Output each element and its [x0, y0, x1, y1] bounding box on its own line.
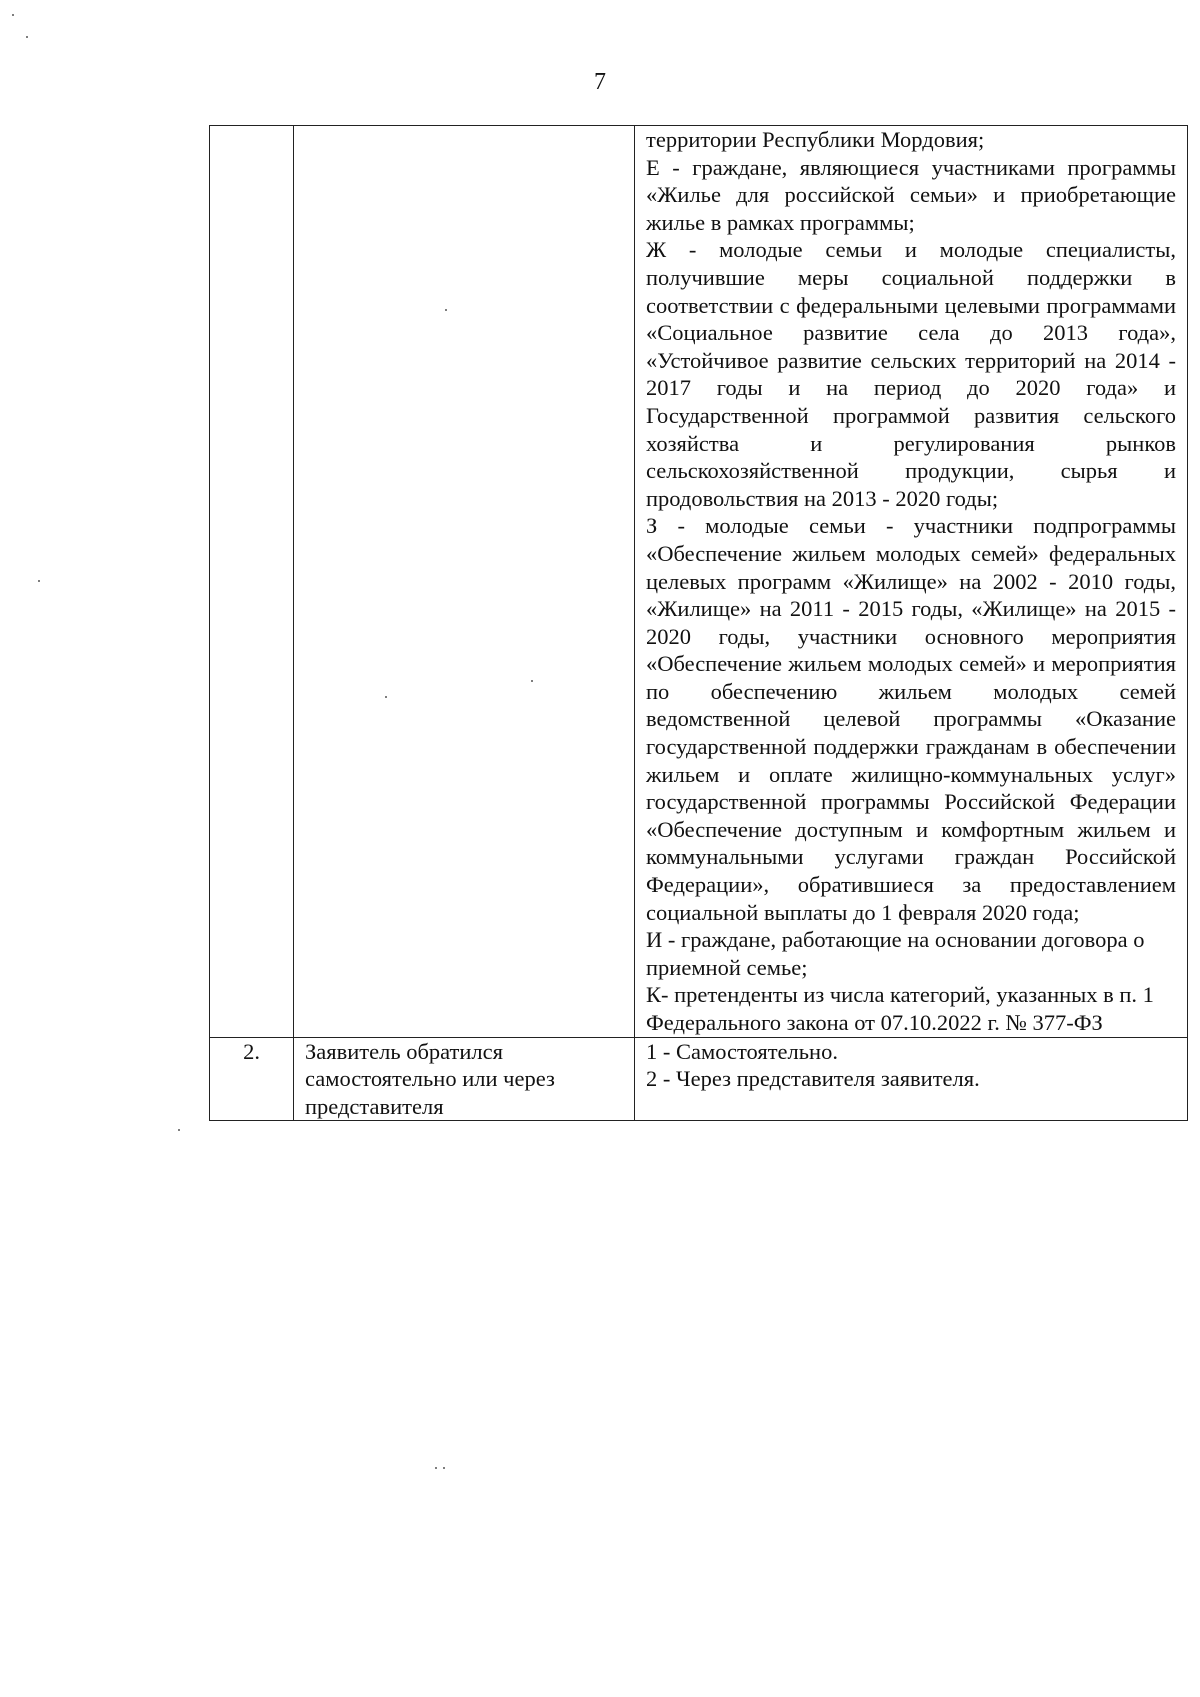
scan-speck: [178, 1129, 180, 1131]
value-paragraph: 2 - Через представителя заявителя.: [646, 1066, 980, 1092]
value-paragraph: И - граждане, работающие на основании договора о приемной семье;: [646, 927, 1145, 980]
values-cell: [635, 1037, 1188, 1121]
value-paragraph: Ж - молодые семьи и молодые специалисты, получившие меры социальной поддержки в соответствии с федеральными целевыми программами «Социальное развитие села до 2013 года», «Устойчивое развитие сельских территорий на 2014 - 2017 годы и на период до 2020 года» и Государственной программой развития сельского хозяйства и регулирования рынков сельскохозяйственной продукции, сырья и продовольствия на 2013 - 2020 годы;: [646, 237, 1176, 511]
row-number-cell: [210, 126, 294, 1038]
scan-speck: [435, 1467, 437, 1469]
page-number: 7: [594, 69, 606, 95]
scan-speck: [445, 309, 447, 311]
scan-speck: [26, 36, 28, 38]
table-row: [210, 126, 1188, 1038]
value-paragraph: территории Республики Мордовия;: [646, 127, 985, 152]
value-paragraph: 1 - Самостоятельно.: [646, 1038, 838, 1064]
table-row: [210, 1037, 1188, 1121]
value-paragraph: К- претенденты из числа категорий, указанных в п. 1 Федерального закона от 07.10.2022 г. № 377-ФЗ: [646, 982, 1154, 1035]
scan-speck: [443, 1467, 445, 1469]
scan-speck: [385, 696, 387, 698]
scan-speck: [531, 680, 533, 682]
row-number-cell: 2.: [210, 1037, 294, 1121]
criteria-table: [209, 125, 1188, 1121]
scan-speck: [38, 580, 40, 582]
value-paragraph: Е - граждане, являющиеся участниками программы «Жилье для российской семьи» и приобретающие жилье в рамках программы;: [646, 154, 1176, 235]
value-paragraph: З - молодые семьи - участники подпрограммы «Обеспечение жильем молодых семей» федеральных целевых программ «Жилище» на 2002 - 2010 годы, «Жилище» на 2011 - 2015 годы, «Жилище» на 2015 - 2020 годы, участники основного мероприятия «Обеспечение жильем молодых семей» и мероприятия по обеспечению жильем молодых семей ведомственной целевой программы «Оказание государственной поддержки гражданам в обеспечении жильем и оплате жилищно-коммунальных услуг» государственной программы Российской Федерации «Обеспечение доступным и комфортным жильем и коммунальными услугами граждан Российской Федерации», обратившиеся за предоставлением социальной выплаты до 1 февраля 2020 года;: [646, 513, 1176, 925]
values-cell: [635, 126, 1188, 1038]
criterion-cell: [294, 126, 635, 1038]
criterion-cell: Заявитель обратился самостоятельно или через представителя: [294, 1037, 635, 1121]
scan-speck: [12, 14, 14, 16]
